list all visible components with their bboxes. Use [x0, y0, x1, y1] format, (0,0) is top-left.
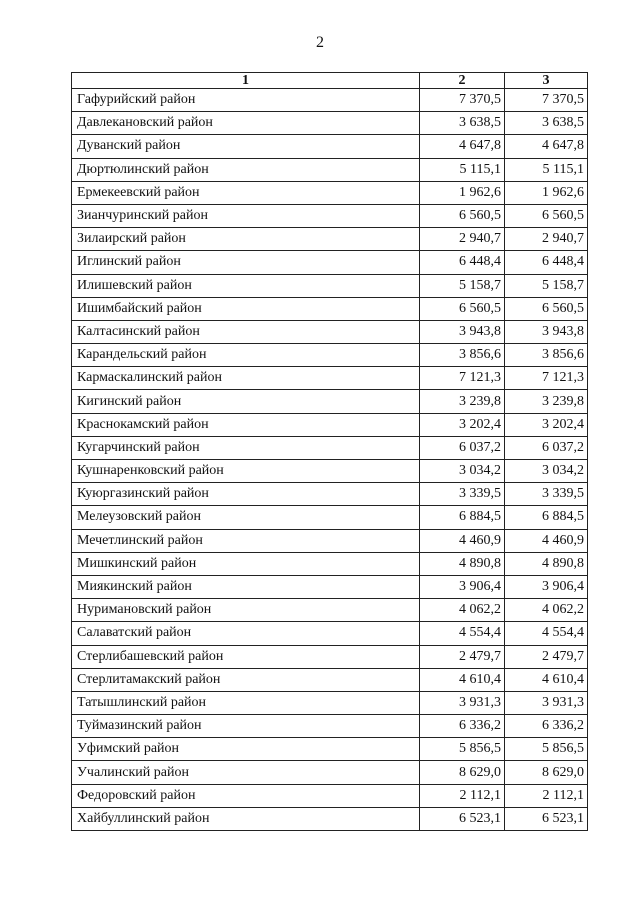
value-cell-col3: 6 560,5	[505, 297, 588, 320]
value-cell-col2: 4 554,4	[420, 622, 505, 645]
district-name-cell: Стерлитамакский район	[72, 668, 420, 691]
district-name-cell: Ермекеевский район	[72, 181, 420, 204]
table-row	[72, 320, 588, 343]
value-cell-col3: 3 638,5	[505, 112, 588, 135]
district-name-cell: Гафурийский район	[72, 89, 420, 112]
value-cell-col3: 6 523,1	[505, 807, 588, 830]
value-cell-col2: 6 523,1	[420, 807, 505, 830]
value-cell-col3: 1 962,6	[505, 181, 588, 204]
district-name-cell: Мечетлинский район	[72, 529, 420, 552]
value-cell-col2: 3 943,8	[420, 320, 505, 343]
district-name-cell: Дюртюлинский район	[72, 158, 420, 181]
district-name-cell: Уфимский район	[72, 738, 420, 761]
page-number: 2	[316, 34, 324, 51]
value-cell-col2: 3 239,8	[420, 390, 505, 413]
value-cell-col3: 6 037,2	[505, 436, 588, 459]
table-row	[72, 784, 588, 807]
value-cell-col3: 4 062,2	[505, 599, 588, 622]
district-name-cell: Кармаскалинский район	[72, 367, 420, 390]
district-name-cell: Учалинский район	[72, 761, 420, 784]
column-header-3: 3	[505, 73, 588, 89]
value-cell-col2: 7 121,3	[420, 367, 505, 390]
table-row	[72, 460, 588, 483]
value-cell-col3: 4 610,4	[505, 668, 588, 691]
district-name-cell: Краснокамский район	[72, 413, 420, 436]
table-row	[72, 668, 588, 691]
value-cell-col2: 6 448,4	[420, 251, 505, 274]
district-name-cell: Хайбуллинский район	[72, 807, 420, 830]
value-cell-col3: 3 906,4	[505, 575, 588, 598]
value-cell-col2: 6 336,2	[420, 715, 505, 738]
value-cell-col2: 3 856,6	[420, 344, 505, 367]
value-cell-col2: 1 962,6	[420, 181, 505, 204]
value-cell-col2: 4 460,9	[420, 529, 505, 552]
value-cell-col2: 5 856,5	[420, 738, 505, 761]
value-cell-col2: 3 339,5	[420, 483, 505, 506]
value-cell-col3: 4 890,8	[505, 552, 588, 575]
value-cell-col3: 5 856,5	[505, 738, 588, 761]
value-cell-col2: 4 890,8	[420, 552, 505, 575]
table-row	[72, 344, 588, 367]
district-name-cell: Карандельский район	[72, 344, 420, 367]
value-cell-col2: 5 158,7	[420, 274, 505, 297]
value-cell-col2: 4 610,4	[420, 668, 505, 691]
table-body	[72, 89, 588, 831]
value-cell-col3: 5 158,7	[505, 274, 588, 297]
value-cell-col3: 7 370,5	[505, 89, 588, 112]
table-row	[72, 251, 588, 274]
value-cell-col3: 6 560,5	[505, 204, 588, 227]
value-cell-col3: 2 112,1	[505, 784, 588, 807]
district-name-cell: Стерлибашевский район	[72, 645, 420, 668]
table-row	[72, 506, 588, 529]
table-row	[72, 645, 588, 668]
value-cell-col3: 3 943,8	[505, 320, 588, 343]
value-cell-col3: 3 339,5	[505, 483, 588, 506]
table-row	[72, 390, 588, 413]
value-cell-col2: 6 560,5	[420, 297, 505, 320]
district-name-cell: Мишкинский район	[72, 552, 420, 575]
district-name-cell: Иглинский район	[72, 251, 420, 274]
value-cell-col2: 3 202,4	[420, 413, 505, 436]
column-header-1: 1	[72, 73, 420, 89]
district-name-cell: Зианчуринский район	[72, 204, 420, 227]
table-row	[72, 529, 588, 552]
value-cell-col3: 4 460,9	[505, 529, 588, 552]
table-row	[72, 575, 588, 598]
value-cell-col2: 4 647,8	[420, 135, 505, 158]
district-name-cell: Татышлинский район	[72, 691, 420, 714]
district-name-cell: Туймазинский район	[72, 715, 420, 738]
value-cell-col3: 6 336,2	[505, 715, 588, 738]
value-cell-col3: 6 448,4	[505, 251, 588, 274]
value-cell-col2: 3 638,5	[420, 112, 505, 135]
table-row	[72, 228, 588, 251]
value-cell-col3: 3 202,4	[505, 413, 588, 436]
table-row	[72, 738, 588, 761]
value-cell-col2: 7 370,5	[420, 89, 505, 112]
value-cell-col3: 4 554,4	[505, 622, 588, 645]
value-cell-col2: 3 034,2	[420, 460, 505, 483]
district-table	[71, 72, 588, 831]
value-cell-col2: 3 906,4	[420, 575, 505, 598]
value-cell-col3: 8 629,0	[505, 761, 588, 784]
district-name-cell: Илишевский район	[72, 274, 420, 297]
table-row	[72, 599, 588, 622]
district-name-cell: Мелеузовский район	[72, 506, 420, 529]
value-cell-col2: 4 062,2	[420, 599, 505, 622]
value-cell-col3: 7 121,3	[505, 367, 588, 390]
table-row	[72, 761, 588, 784]
table-row	[72, 691, 588, 714]
district-name-cell: Кигинский район	[72, 390, 420, 413]
district-name-cell: Кушнаренковский район	[72, 460, 420, 483]
value-cell-col3: 3 239,8	[505, 390, 588, 413]
value-cell-col2: 2 940,7	[420, 228, 505, 251]
district-name-cell: Зилаирский район	[72, 228, 420, 251]
value-cell-col2: 2 479,7	[420, 645, 505, 668]
table-row	[72, 483, 588, 506]
table-row	[72, 89, 588, 112]
table-row	[72, 274, 588, 297]
value-cell-col2: 3 931,3	[420, 691, 505, 714]
value-cell-col3: 3 856,6	[505, 344, 588, 367]
value-cell-col3: 2 940,7	[505, 228, 588, 251]
district-name-cell: Калтасинский район	[72, 320, 420, 343]
table-row	[72, 413, 588, 436]
column-header-2: 2	[420, 73, 505, 89]
value-cell-col3: 4 647,8	[505, 135, 588, 158]
district-name-cell: Дуванский район	[72, 135, 420, 158]
table-row	[72, 622, 588, 645]
district-name-cell: Нуримановский район	[72, 599, 420, 622]
district-name-cell: Федоровский район	[72, 784, 420, 807]
district-name-cell: Миякинский район	[72, 575, 420, 598]
table-row	[72, 436, 588, 459]
value-cell-col2: 6 884,5	[420, 506, 505, 529]
value-cell-col2: 6 037,2	[420, 436, 505, 459]
table-row	[72, 367, 588, 390]
value-cell-col2: 2 112,1	[420, 784, 505, 807]
table-row	[72, 135, 588, 158]
table-row	[72, 552, 588, 575]
district-name-cell: Ишимбайский район	[72, 297, 420, 320]
table-row	[72, 807, 588, 830]
value-cell-col3: 3 034,2	[505, 460, 588, 483]
table-row	[72, 715, 588, 738]
table-row	[72, 158, 588, 181]
value-cell-col2: 8 629,0	[420, 761, 505, 784]
table-row	[72, 112, 588, 135]
table-row	[72, 204, 588, 227]
table-row	[72, 181, 588, 204]
district-name-cell: Салаватский район	[72, 622, 420, 645]
value-cell-col3: 5 115,1	[505, 158, 588, 181]
value-cell-col3: 3 931,3	[505, 691, 588, 714]
table-header-row	[72, 73, 588, 89]
table-row	[72, 297, 588, 320]
district-name-cell: Кугарчинский район	[72, 436, 420, 459]
value-cell-col2: 5 115,1	[420, 158, 505, 181]
value-cell-col2: 6 560,5	[420, 204, 505, 227]
district-name-cell: Давлекановский район	[72, 112, 420, 135]
value-cell-col3: 2 479,7	[505, 645, 588, 668]
value-cell-col3: 6 884,5	[505, 506, 588, 529]
district-name-cell: Куюргазинский район	[72, 483, 420, 506]
